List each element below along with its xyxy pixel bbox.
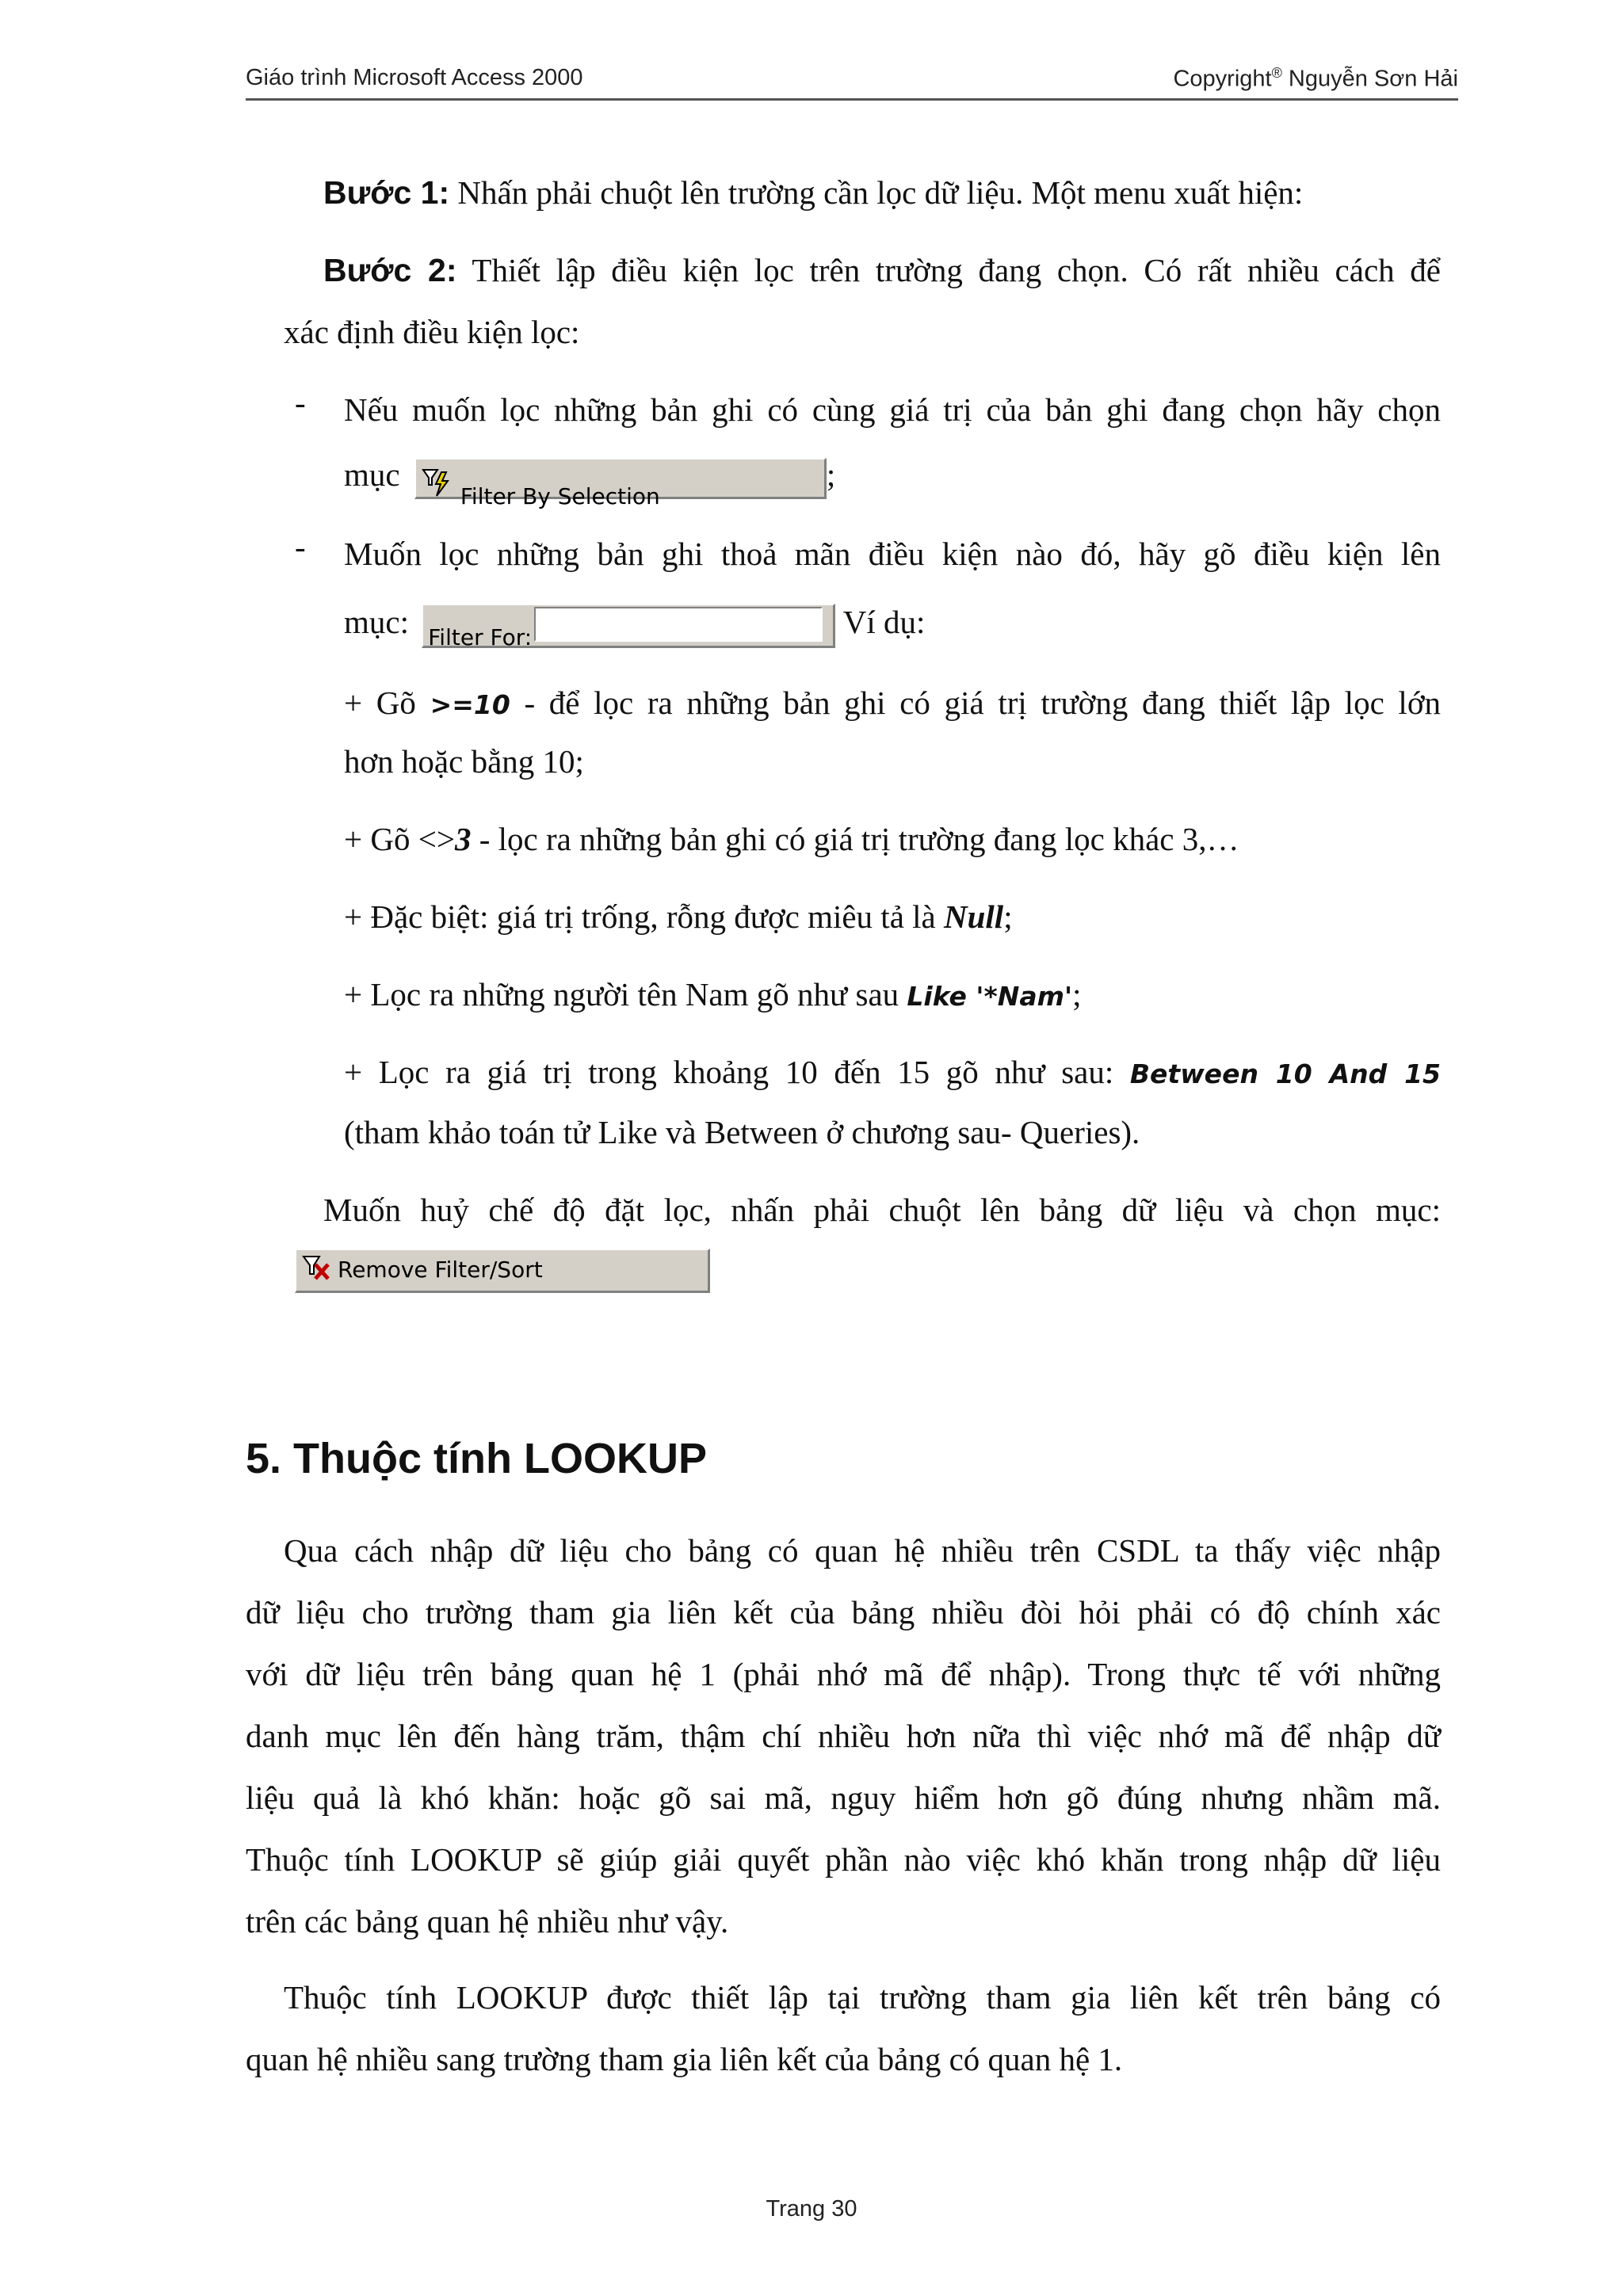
filter-by-selection-label: Filter By Selection	[460, 482, 660, 509]
paragraph-line: trên các bảng quan hệ nhiều như vậy.	[246, 1903, 729, 1939]
example-2: + Gõ <>3 - lọc ra những bản ghi có giá trị trường đang lọc khác 3,…	[344, 821, 1239, 857]
bullet-2-line-2: mục: Filter For: Ví dụ:	[344, 591, 925, 653]
paragraph-line: Thuộc tính LOOKUP sẽ giúp giải quyết phần nào việc khó khăn trong nhập dữ liệu	[246, 1841, 1441, 1878]
bullet-1-line-1: Nếu muốn lọc những bản ghi có cùng giá trị của bản ghi đang chọn hãy chọn	[344, 391, 1441, 428]
code-between: Between 10 And 15	[1129, 1058, 1441, 1089]
step-2-text: Thiết lập điều kiện lọc trên trường đang chọn. Có rất nhiều cách để	[456, 252, 1441, 288]
section-heading: 5. Thuộc tính LOOKUP	[246, 1435, 707, 1482]
paragraph-line: Qua cách nhập dữ liệu cho bảng có quan hệ nhiều trên CSDL ta thấy việc nhập	[284, 1532, 1441, 1569]
bullet-2-dash: -	[295, 528, 306, 565]
code-not-equal-op: <>	[418, 821, 455, 857]
filter-for-label: Filter For:	[428, 624, 533, 650]
paragraph-line: liệu quả là khó khăn: hoặc gõ sai mã, nguy hiểm hơn gõ đúng nhưng nhầm mã.	[246, 1779, 1441, 1816]
filter-lightning-icon	[421, 461, 453, 493]
bullet-1-dash: -	[295, 384, 306, 421]
filter-for-menu-item[interactable]	[422, 604, 835, 648]
code-gte-10: >=10	[430, 689, 510, 720]
example-1: + Gõ >=10 - để lọc ra những bản ghi có giá trị trường đang thiết lập lọc lớn	[344, 685, 1441, 721]
remove-filter-sort-menu-item[interactable]	[295, 1249, 710, 1293]
bullet-2-line-1: Muốn lọc những bản ghi thoả mãn điều kiện nào đó, hãy gõ điều kiện lên	[344, 536, 1441, 572]
example-5: + Lọc ra giá trị trong khoảng 10 đến 15 gõ như sau: Between 10 And 15	[344, 1054, 1441, 1090]
step-2-continuation: xác định điều kiện lọc:	[284, 314, 580, 350]
step-1-text: Nhấn phải chuột lên trường cần lọc dữ liệu. Một menu xuất hiện:	[449, 174, 1304, 211]
code-like-nam: Like '*Nam'	[907, 981, 1073, 1012]
bullet-1-line-2: mục Filter By Selection ;	[344, 444, 835, 505]
step-1	[323, 162, 1441, 223]
paragraph-line: với dữ liệu trên bảng quan hệ 1 (phải nhớ mã để nhập). Trong thực tế với những	[246, 1656, 1441, 1692]
step-2-label: Bước 2:	[323, 252, 457, 288]
example-3: + Đặc biệt: giá trị trống, rỗng được miêu tả là Null;	[344, 898, 1013, 935]
remove-filter-text: Muốn huỷ chế độ đặt lọc, nhấn phải chuột lên bảng dữ liệu và chọn mục:	[323, 1192, 1441, 1228]
paragraph-line: danh mục lên đến hàng trăm, thậm chí nhiều hơn nữa thì việc nhớ mã để nhập dữ	[246, 1718, 1441, 1754]
example-5-continuation: (tham khảo toán tử Like và Between ở chương sau- Queries).	[344, 1114, 1140, 1150]
header-copyright: Copyright® Nguyễn Sơn Hải	[1173, 65, 1458, 92]
registered-mark: ®	[1271, 65, 1282, 81]
example-1-continuation: hơn hoặc bằng 10;	[344, 743, 584, 780]
paragraph-line: quan hệ nhiều sang trường tham gia liên kết của bảng có quan hệ 1.	[246, 2041, 1123, 2077]
step-1-label: Bước 1:	[323, 174, 450, 211]
page-number: Trang 30	[766, 2196, 857, 2222]
step-2	[323, 239, 1441, 301]
page-header	[246, 62, 1458, 101]
paragraph-line: Thuộc tính LOOKUP được thiết lập tại trường tham gia liên kết trên bảng có	[284, 1979, 1441, 2016]
code-not-equal-num: 3	[454, 821, 472, 857]
filter-by-selection-menu-item[interactable]	[414, 458, 827, 509]
example-4: + Lọc ra những người tên Nam gõ như sau Like '*Nam';	[344, 976, 1082, 1013]
header-book-title: Giáo trình Microsoft Access 2000	[246, 65, 583, 90]
filter-for-input[interactable]	[534, 607, 823, 642]
remove-filter-icon	[301, 1253, 333, 1285]
code-null: Null	[943, 898, 1004, 935]
paragraph-line: dữ liệu cho trường tham gia liên kết của bảng nhiều đòi hỏi phải có độ chính xác	[246, 1594, 1441, 1630]
remove-filter-sort-label: Remove Filter/Sort	[338, 1257, 543, 1283]
